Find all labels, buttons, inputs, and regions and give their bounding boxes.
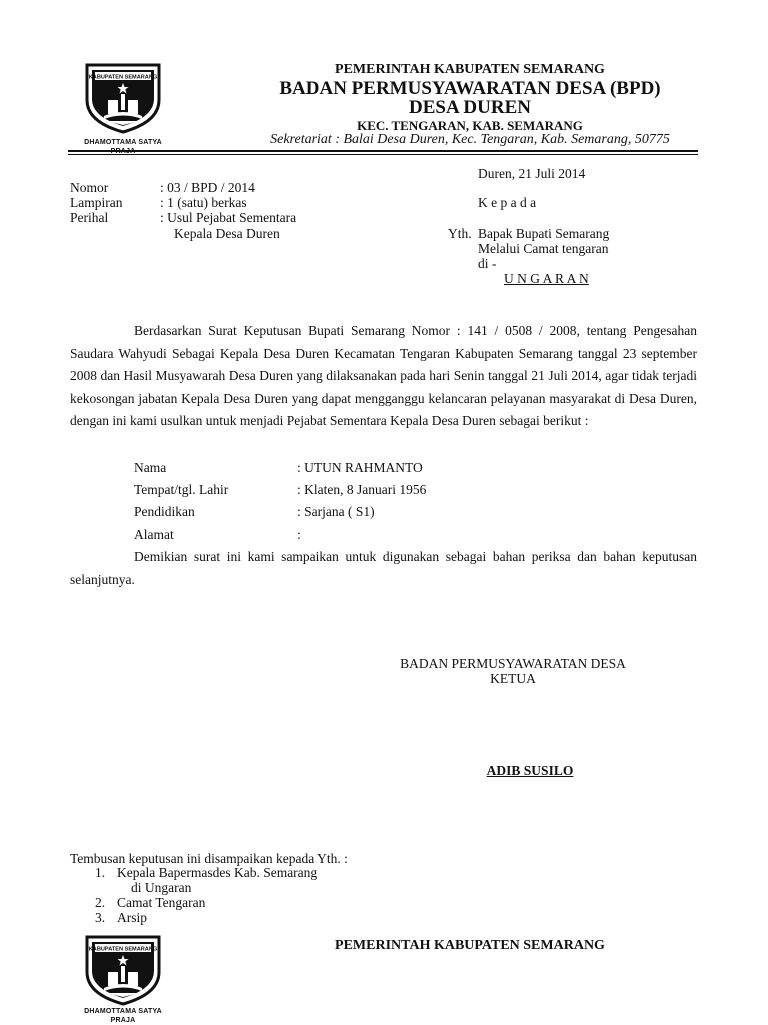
detail-label-alamat: Alamat — [134, 527, 174, 542]
detail-value-birth: : Klaten, 8 Januari 1956 — [297, 482, 427, 497]
field-value-nomor: : 03 / BPD / 2014 — [160, 180, 255, 195]
yth-prefix: Yth. — [448, 226, 472, 241]
letterhead-government: PEMERINTAH KABUPATEN SEMARANG — [335, 62, 605, 77]
field-value-perihal-line2: Kepala Desa Duren — [174, 226, 280, 241]
recipient-line-2: Melalui Camat tengaran — [478, 241, 609, 256]
cc-item-1-text: Kepala Bapermasdes Kab. Semarang — [117, 865, 318, 880]
logo-motto-line2-next: PRAJA — [110, 1017, 136, 1024]
cc-item-1-text2: di Ungaran — [131, 880, 192, 895]
body-paragraph-1 — [70, 320, 697, 433]
cc-item-2-number: 2. — [95, 895, 106, 910]
cc-intro: Tembusan keputusan ini disampaikan kepada Yth. : — [70, 851, 348, 866]
next-page-heading: PEMERINTAH KABUPATEN SEMARANG — [335, 938, 605, 953]
letterhead-divider-thin — [68, 154, 698, 155]
field-label-nomor: Nomor — [70, 180, 109, 195]
logo-banner-text: KABUPATEN SEMARANG — [88, 74, 158, 81]
letter-date: Duren, 21 Juli 2014 — [478, 166, 586, 181]
signature-organization: BADAN PERMUSYAWARATAN DESA — [400, 656, 626, 671]
letterhead-district: KEC. TENGARAN, KAB. SEMARANG — [357, 118, 583, 133]
letterhead-divider-thick — [68, 150, 698, 152]
regency-crest-logo-next-page — [84, 934, 162, 1006]
signature-title: KETUA — [490, 671, 536, 686]
cc-item-3-number: 3. — [95, 910, 106, 925]
detail-value-nama: : UTUN RAHMANTO — [297, 460, 423, 475]
recipient-line-1: Bapak Bupati Semarang — [478, 226, 610, 241]
body-paragraph-2 — [70, 546, 697, 591]
letterhead-agency: BADAN PERMUSYAWARATAN DESA (BPD) — [279, 78, 661, 99]
signatory-name: ADIB SUSILO — [486, 763, 574, 778]
detail-value-pendidikan: : Sarjana ( S1) — [297, 504, 375, 519]
field-value-perihal: : Usul Pejabat Sementara — [160, 210, 297, 225]
recipient-city: U N G A R A N — [504, 271, 589, 286]
logo-banner-text-next: KABUPATEN SEMARANG — [88, 946, 158, 953]
field-value-lampiran: : 1 (satu) berkas — [160, 195, 247, 210]
field-label-perihal: Perihal — [70, 210, 109, 225]
body-paragraph-1-text: Berdasarkan Surat Keputusan Bupati Semarang Nomor : 141 / 0508 / 2008, tentang Pengesahan Saudara Wahyudi Sebagai Kepala Desa Duren Kecamatan Tengaran Kabupaten Semarang tanggal 23 september 2008 dan Hasil Musyawarah Desa Duren yang dilaksanakan pada hari Senin tanggal 21 Juli 2014, agar tidak terjadi kekosongan jabatan Kepala Desa Duren yang dapat mengganggu kelancaran pelayanan masyarakat di Desa Duren, dengan ini kami usulkan untuk menjadi Pejabat Sementara Kepala Desa Duren sebagai berikut : — [70, 323, 697, 429]
logo-motto-line1-next: DHAMOTTAMA SATYA — [84, 1008, 162, 1015]
recipient-line-3: di - — [478, 256, 497, 271]
cc-item-1-number: 1. — [95, 865, 106, 880]
field-label-lampiran: Lampiran — [70, 195, 123, 210]
regency-crest-logo — [84, 62, 162, 134]
detail-label-nama: Nama — [134, 460, 167, 475]
letterhead-secretariat: Sekretariat : Balai Desa Duren, Kec. Tengaran, Kab. Semarang, 50775 — [270, 132, 670, 147]
detail-label-birth: Tempat/tgl. Lahir — [134, 482, 229, 497]
kepada-label: K e p a d a — [478, 195, 537, 210]
cc-item-2-text: Camat Tengaran — [117, 895, 206, 910]
detail-label-pendidikan: Pendidikan — [134, 504, 195, 519]
cc-item-3-text: Arsip — [117, 910, 147, 925]
detail-value-alamat: : — [297, 527, 301, 542]
logo-motto-line1: DHAMOTTAMA SATYA — [84, 139, 162, 146]
letterhead-village: DESA DUREN — [409, 97, 531, 118]
body-paragraph-2-text: Demikian surat ini kami sampaikan untuk digunakan sebagai bahan periksa dan bahan keputusan selanjutnya. — [70, 549, 697, 587]
